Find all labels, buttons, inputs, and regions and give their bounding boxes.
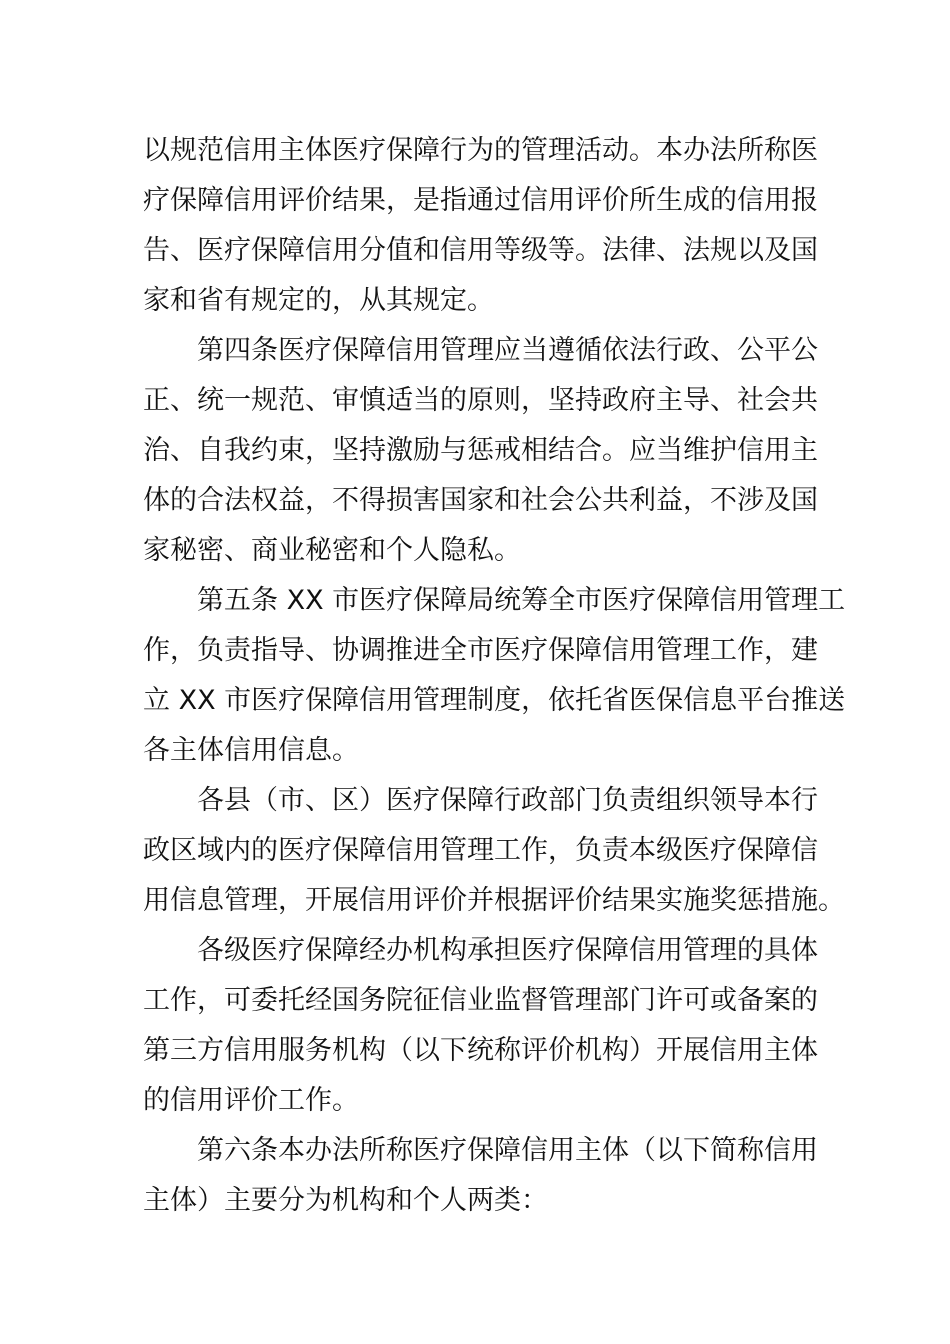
text-line: 主体）主要分为机构和个人两类： [143, 1185, 548, 1216]
text-line: 以规范信用主体医疗保障行为的管理活动。本办法所称医 [143, 135, 818, 166]
article-6-line: 第六条本办法所称医疗保障信用主体（以下简称信用 [197, 1135, 818, 1166]
text-line: 治、自我约束，坚持激励与惩戒相结合。应当维护信用主 [143, 435, 818, 466]
text-line: 告、医疗保障信用分值和信用等级等。法律、法规以及国 [143, 235, 818, 266]
text-line: 作，负责指导、协调推进全市医疗保障信用管理工作，建 [143, 635, 818, 666]
text-line: 体的合法权益，不得损害国家和社会公共利益，不涉及国 [143, 485, 818, 516]
text-line: 家和省有规定的，从其规定。 [143, 285, 494, 316]
text-line: 立 XX 市医疗保障信用管理制度，依托省医保信息平台推送 [143, 685, 846, 716]
text-line: 工作，可委托经国务院征信业监督管理部门许可或备案的 [143, 985, 818, 1016]
text-line: 各主体信用信息。 [143, 735, 359, 766]
text-line: 疗保障信用评价结果，是指通过信用评价所生成的信用报 [143, 185, 818, 216]
paragraph-line: 各级医疗保障经办机构承担医疗保障信用管理的具体 [197, 935, 818, 966]
text-line: 正、统一规范、审慎适当的原则，坚持政府主导、社会共 [143, 385, 818, 416]
text-line: 用信息管理，开展信用评价并根据评价结果实施奖惩措施。 [143, 885, 845, 916]
paragraph-line: 各县（市、区）医疗保障行政部门负责组织领导本行 [197, 785, 818, 816]
document-body [143, 126, 846, 1226]
article-4-line: 第四条医疗保障信用管理应当遵循依法行政、公平公 [197, 335, 818, 366]
text-line: 的信用评价工作。 [143, 1085, 359, 1116]
text-line: 政区域内的医疗保障信用管理工作，负责本级医疗保障信 [143, 835, 818, 866]
text-line: 第三方信用服务机构（以下统称评价机构）开展信用主体 [143, 1035, 818, 1066]
article-5-line: 第五条 XX 市医疗保障局统筹全市医疗保障信用管理工 [197, 585, 846, 616]
text-line: 家秘密、商业秘密和个人隐私。 [143, 535, 521, 566]
